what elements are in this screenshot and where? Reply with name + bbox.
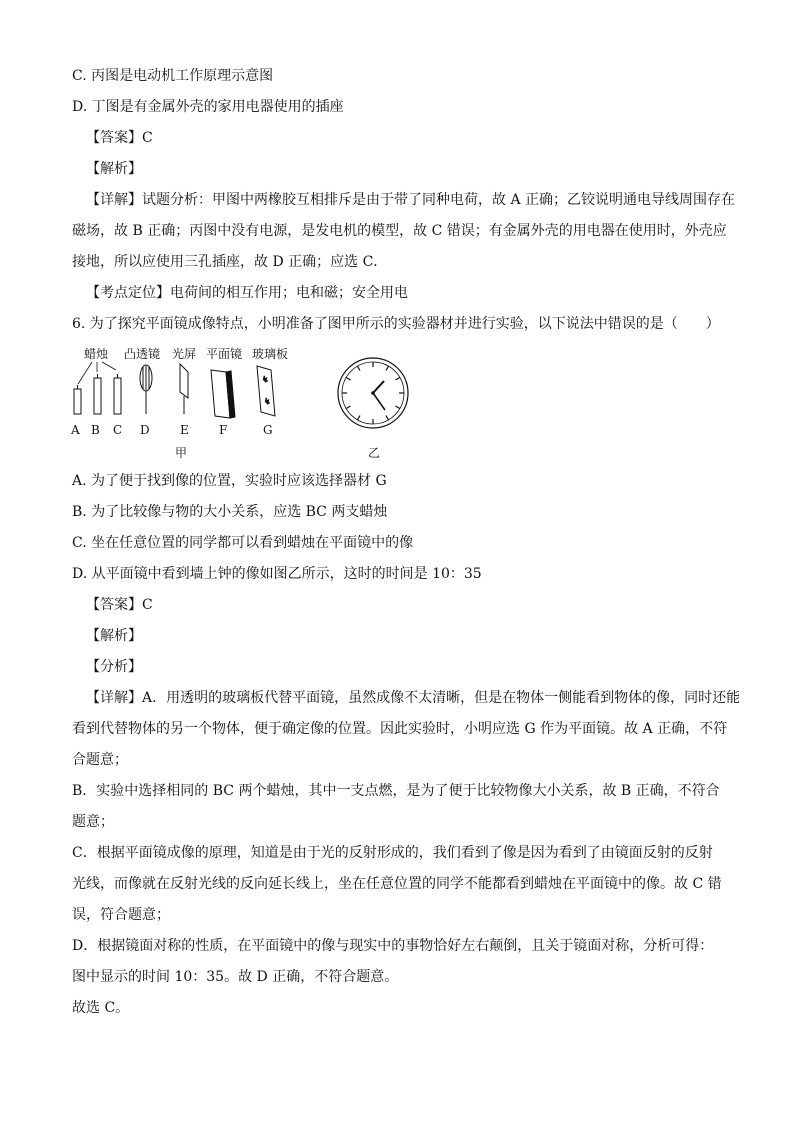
option-d: D. 从平面镜中看到墙上钟的像如图乙所示，这时的时间是 10：35 <box>72 566 482 582</box>
detail-c-2: 光线，而像就在反射光线的反向延长线上，坐在任意位置的同学不能都看到蜡烛在平面镜中的像。故 C 错 <box>72 876 722 892</box>
clock-hour-hand <box>373 381 384 393</box>
letter-c: C <box>113 423 123 437</box>
question-6-stem: 6. 为了探究平面镜成像特点，小明准备了图甲所示的实验器材并进行实验，以下说法中错误的是（ ） <box>72 316 720 332</box>
letter-e: E <box>180 423 189 437</box>
analysis-subheading: 【分析】 <box>86 659 142 675</box>
candle-c <box>114 374 121 414</box>
knowledge-point: 【考点定位】电荷间的相互作用；电和磁；安全用电 <box>86 285 408 301</box>
option-a: A. 为了便于找到像的位置，实验时应该选择器材 G <box>72 473 387 489</box>
convex-lens-d <box>140 365 152 414</box>
final-choice: 故选 C。 <box>72 1000 130 1016</box>
detail-b-1: B．实验中选择相同的 BC 两个蜡烛，其中一支点燃，是为了便于比较物像大小关系，故 B 正确，不符合 <box>72 783 720 799</box>
caption-yi: 乙 <box>368 446 381 460</box>
detail-d-2: 图中显示的时间 10：35。故 D 正确，不符合题意。 <box>72 969 399 985</box>
candle-b <box>94 374 101 414</box>
label-convex-lens: 凸透镜 <box>124 347 161 361</box>
label-candle: 蜡烛 <box>84 347 109 361</box>
letter-g: G <box>263 423 273 437</box>
option-d-prev: D. 丁图是有金属外壳的家用电器使用的插座 <box>72 99 344 115</box>
plane-mirror-f <box>211 370 235 418</box>
detail-c-1: C．根据平面镜成像的原理，知道是由于光的反射形成的，我们看到了像是因为看到了由镜面反射的反射 <box>72 845 713 861</box>
label-glass-plate: 玻璃板 <box>252 347 289 361</box>
svg-text:↯: ↯ <box>262 375 269 384</box>
detail-prev-3: 接地，所以应使用三孔插座，故 D 正确；应选 C． <box>72 254 388 270</box>
detail-a-1: 【详解】A．用透明的玻璃板代替平面镜，虽然成像不太清晰，但是在物体一侧能看到物体的像，同时还能 <box>86 690 741 706</box>
detail-b-2: 题意； <box>72 814 114 830</box>
label-plane-mirror: 平面镜 <box>206 347 243 361</box>
light-screen-e <box>180 364 188 414</box>
detail-prev-2: 磁场，故 B 正确；丙图中没有电源，是发电机的模型，故 C 错误；有金属外壳的用电器在使用时，外壳应 <box>72 223 727 239</box>
caption-jia: 甲 <box>175 446 188 460</box>
option-c: C. 坐在任意位置的同学都可以看到蜡烛在平面镜中的像 <box>72 535 414 551</box>
detail-d-1: D．根据镜面对称的性质，在平面镜中的像与现实中的事物恰好左右颠倒，且关于镜面对称，分析可得： <box>72 938 714 954</box>
analysis-heading: 【解析】 <box>86 628 142 644</box>
letter-f: F <box>219 423 228 437</box>
letter-b: B <box>91 423 100 437</box>
label-light-screen: 光屏 <box>172 347 197 361</box>
mirrored-clock <box>338 358 408 428</box>
clock-minute-hand <box>373 393 385 410</box>
detail-c-3: 误，符合题意； <box>72 907 170 923</box>
glass-plate-g <box>257 366 275 416</box>
option-c-prev: C. 丙图是电动机工作原理示意图 <box>72 68 274 84</box>
option-b: B. 为了比较像与物的大小关系，应选 BC 两支蜡烛 <box>72 504 388 520</box>
detail-prev-1: 【详解】试题分析：甲图中两橡胶互相排斥是由于带了同种电荷，故 A 正确；乙铰说明通电导线周围存在 <box>86 192 736 208</box>
answer: 【答案】C <box>86 597 153 613</box>
candle-a <box>74 385 81 414</box>
letter-d: D <box>140 423 150 437</box>
detail-a-3: 合题意； <box>72 752 128 768</box>
answer-prev: 【答案】C <box>86 130 153 146</box>
letter-a: A <box>71 423 80 437</box>
analysis-heading-prev: 【解析】 <box>86 161 142 177</box>
detail-a-2: 看到代替物体的另一个物体，便于确定像的位置。因此实验时，小明应选 G 作为平面镜。故 A 正确，不符 <box>72 721 728 737</box>
svg-text:↯: ↯ <box>264 397 271 406</box>
